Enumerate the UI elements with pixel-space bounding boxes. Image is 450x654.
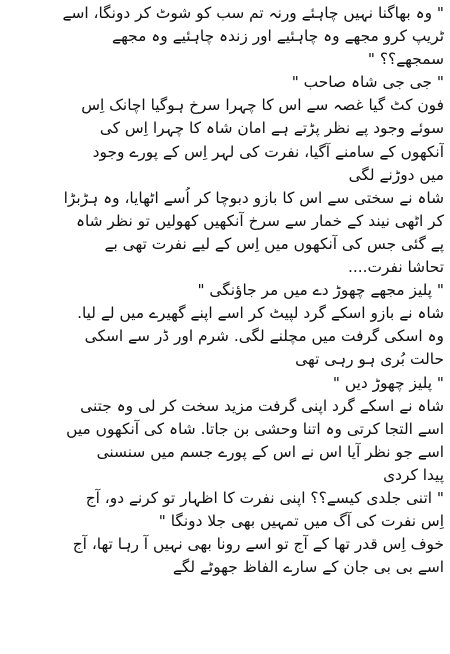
- text-line: اسے جو نظر آیا اس نے اس کے پورے جسم میں سنسنی: [96, 442, 444, 461]
- text-line: " اتنی جلدی کیسے؟؟ اپنی نفرت کا اظہار تو کرنے دو، آج: [85, 488, 444, 507]
- text-line: پے گئی جس کی آنکھوں میں اِس کے لیے نفرت تھی بے: [104, 234, 444, 253]
- text-line: " وہ بھاگنا نہیں چاہئے ورنہ تم سب کو شوٹ کر دونگا، اسے: [62, 4, 444, 22]
- text-line: شاہ نے اسکے گرد اپنی گرفت مزید سخت کر لی وہ جتنی: [80, 396, 444, 415]
- text-line: اسے بی بی جان کے سارے الفاظ جھوٹے لگے: [172, 558, 444, 577]
- text-line: میں دوڑنے لگی: [348, 165, 444, 184]
- text-line: سمجھے؟؟ ": [367, 50, 444, 69]
- text-line: فون کٹ گیا غصہ سے اس کا چہرا سرخ ہوگیا اچانک اِس: [81, 96, 444, 115]
- text-line: " پلیز چھوڑ دیں ": [332, 373, 444, 392]
- text-line: " جی جی شاہ صاحب ": [291, 73, 444, 92]
- text-line: ٹریپ کرو مجھے وہ چاہئیے اور زندہ چاہئیے وہ مجھے: [112, 27, 444, 46]
- text-line: شاہ نے بازو اسکے گرد لپیٹ کر اسے اپنے گھیرے میں لے لیا.: [77, 304, 444, 323]
- text-line: سوئے وجود پے نظر پڑتے ہے امان شاہ کا چہرا اِس کی: [99, 119, 444, 138]
- text-line: خوف اِس قدر تھا کے آج تو اسے رونا بھی نہیں آ رہا تھا، آج: [72, 535, 444, 554]
- text-line: تحاشا نفرت....: [347, 258, 444, 277]
- text-line: کر اٹھی نیند کے خمار سے سرخ آنکھیں کھولیں تو نظر شاہ: [75, 211, 444, 230]
- text-line: شاہ نے سختی سے اس کا بازو دبوچا کر اُسے اٹھایا، وہ ہڑبڑا: [63, 188, 444, 207]
- text-line: پیدا کردی: [383, 465, 444, 484]
- text-line: وہ اسکی گرفت میں مچلنے لگی. شرم اور ڈر سے اسکی: [84, 327, 444, 346]
- text-line: حالت بُری ہو رہی تھی: [295, 350, 444, 369]
- text-line: اسے التجا کرتی وہ اتنا وحشی بن جاتا. شاہ کی آنکھوں میں: [66, 419, 444, 438]
- text-line: " پلیز مجھے چھوڑ دے میں مر جاؤنگی ": [197, 281, 444, 300]
- text-line: اِس نفرت کی آگ میں تمہیں بھی جلا دونگا ": [158, 512, 444, 531]
- text-line: آنکھوں کے سامنے آگیا، نفرت کی لہر اِس کے پورے وجود: [92, 142, 444, 161]
